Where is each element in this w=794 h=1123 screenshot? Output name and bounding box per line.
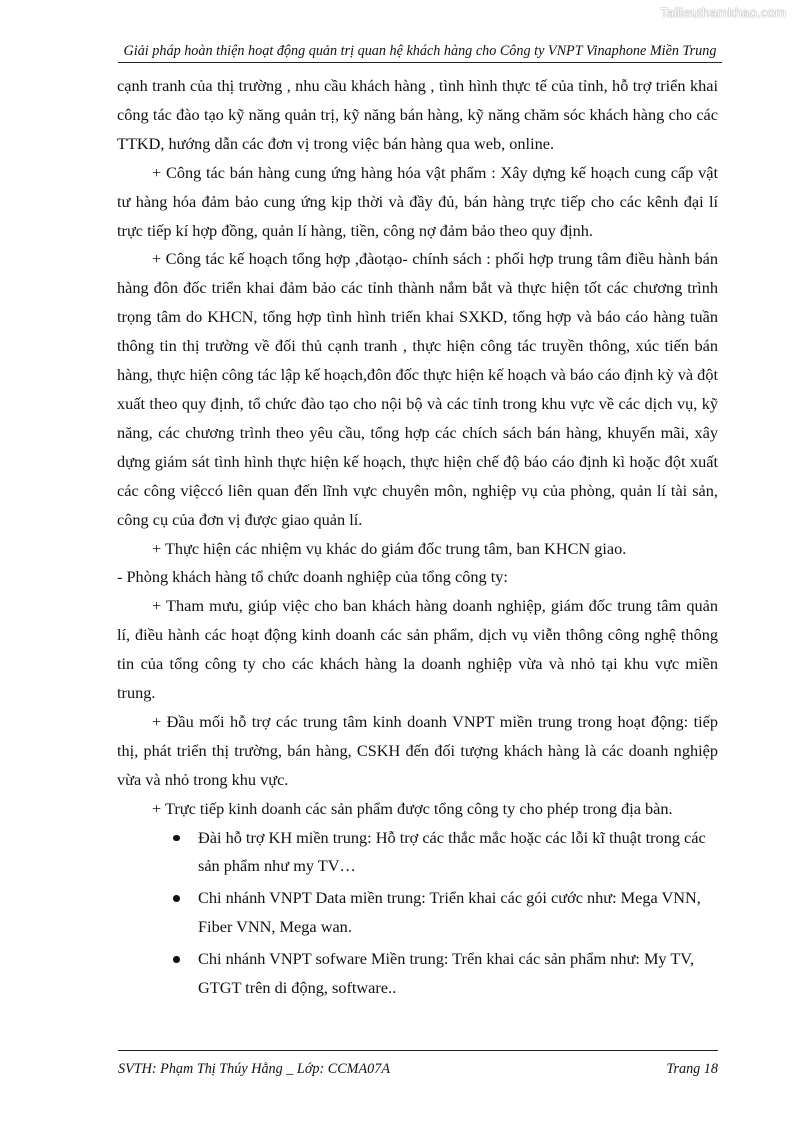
paragraph-direct-business: + Trực tiếp kinh doanh các sản phẩm được tổng công ty cho phép trong địa bàn. [152,798,673,818]
paragraph-sales-supply: + Công tác bán hàng cung ứng hàng hóa vật phẩm : Xây dựng kế hoạch cung cấp vật tư hàng hóa đảm bảo cung ứng kịp thời và đầy đủ, bán hàng trực tiếp cho các kênh đại lí trực tiếp kí hợp đồng, quản lí hàng, tiền, công nợ đảm bảo theo quy định. [117,162,718,240]
document-body [117,72,718,1006]
paragraph-enterprise-dept: - Phòng khách hàng tổ chức doanh nghiệp của tổng công ty: [117,567,508,587]
page-number: Trang 18 [666,1061,718,1077]
page-footer [118,1050,718,1078]
paragraph-continued: cạnh tranh của thị trường , nhu cầu khách hàng , tình hình thực tế của tỉnh, hỗ trợ triển khai công tác đào tạo kỹ năng quản trị, kỹ năng bán hàng, kỹ năng chăm sóc khách hàng cho các TTKD, hướng dẫn các đơn vị trong việc bán hàng qua web, online. [117,76,718,153]
paragraph-planning: + Công tác kế hoạch tổng hợp ,đàotạo- chính sách : phối hợp trung tâm điều hành bán hàng đôn đốc triển khai đảm bảo các tỉnh thành nắm bắt và thực hiện tốt các chương trình trọng tâm do KHCN, tổng hợp tình hình triển khai SXKD, tổng hợp và báo cáo hàng tuần thông tin thị trường về đối thủ cạnh tranh , thực hiện công tác truyền thông, xúc tiến bán hàng, thực hiện công tác lập kế hoạch,đôn đốc thực hiện kế hoạch và báo cáo định kỳ và đột xuất theo quy định, tổ chức đào tạo cho nội bộ và các tỉnh trong khu vực về các dịch vụ, kỹ năng, các chương trình theo yêu cầu, tổng hợp các chích sách bán hàng, khuyến mãi, xây dựng giám sát tình hình thực hiện kế hoạch, thực hiện chế độ báo cáo định kì hoặc đột xuất các công việccó liên quan đến lĩnh vực chuyên môn, nghiệp vụ của phòng, quản lí tài sản, công cụ của đơn vị được giao quản lí. [117,249,718,529]
branch-list [117,824,718,1003]
list-item: Chi nhánh VNPT sofware Miền trung: Trển khai các sản phẩm như: My TV, GTGT trên di động, software.. [198,945,718,1003]
paragraph-other-tasks: + Thực hiện các nhiệm vụ khác do giám đốc trung tâm, ban KHCN giao. [152,538,627,558]
paragraph-support-hub: + Đầu mối hỗ trợ các trung tâm kinh doanh VNPT miền trung trong hoạt động: tiếp thị, phát triển thị trường, bán hàng, CSKH đến đối tượng khách hàng là các doanh nghiệp vừa và nhỏ trong khu vực. [117,711,718,789]
list-item: Chi nhánh VNPT Data miền trung: Triển khai các gói cước như: Mega VNN, Fiber VNN, Mega wan. [198,884,718,942]
watermark: Tailieuthamkhao.com [660,5,786,20]
list-item: Đài hỗ trợ KH miền trung: Hỗ trợ các thắc mắc hoặc các lỗi kĩ thuật trong các sản phẩm như my TV… [198,824,718,882]
paragraph-advisory: + Tham mưu, giúp việc cho ban khách hàng doanh nghiệp, giám đốc trung tâm quản lí, điều hành các hoạt động kinh doanh các sản phẩm, dịch vụ viễn thông công nghệ thông tin của tổng công ty cho các khách hàng la doanh nghiệp vừa và nhỏ tại khu vực miền trung. [117,596,718,703]
page-header: Giải pháp hoàn thiện hoạt động quản trị quan hệ khách hàng cho Công ty VNPT Vinaphone Miền Trung [118,43,722,63]
footer-author: SVTH: Phạm Thị Thúy Hằng _ Lớp: CCMA07A [118,1061,391,1077]
